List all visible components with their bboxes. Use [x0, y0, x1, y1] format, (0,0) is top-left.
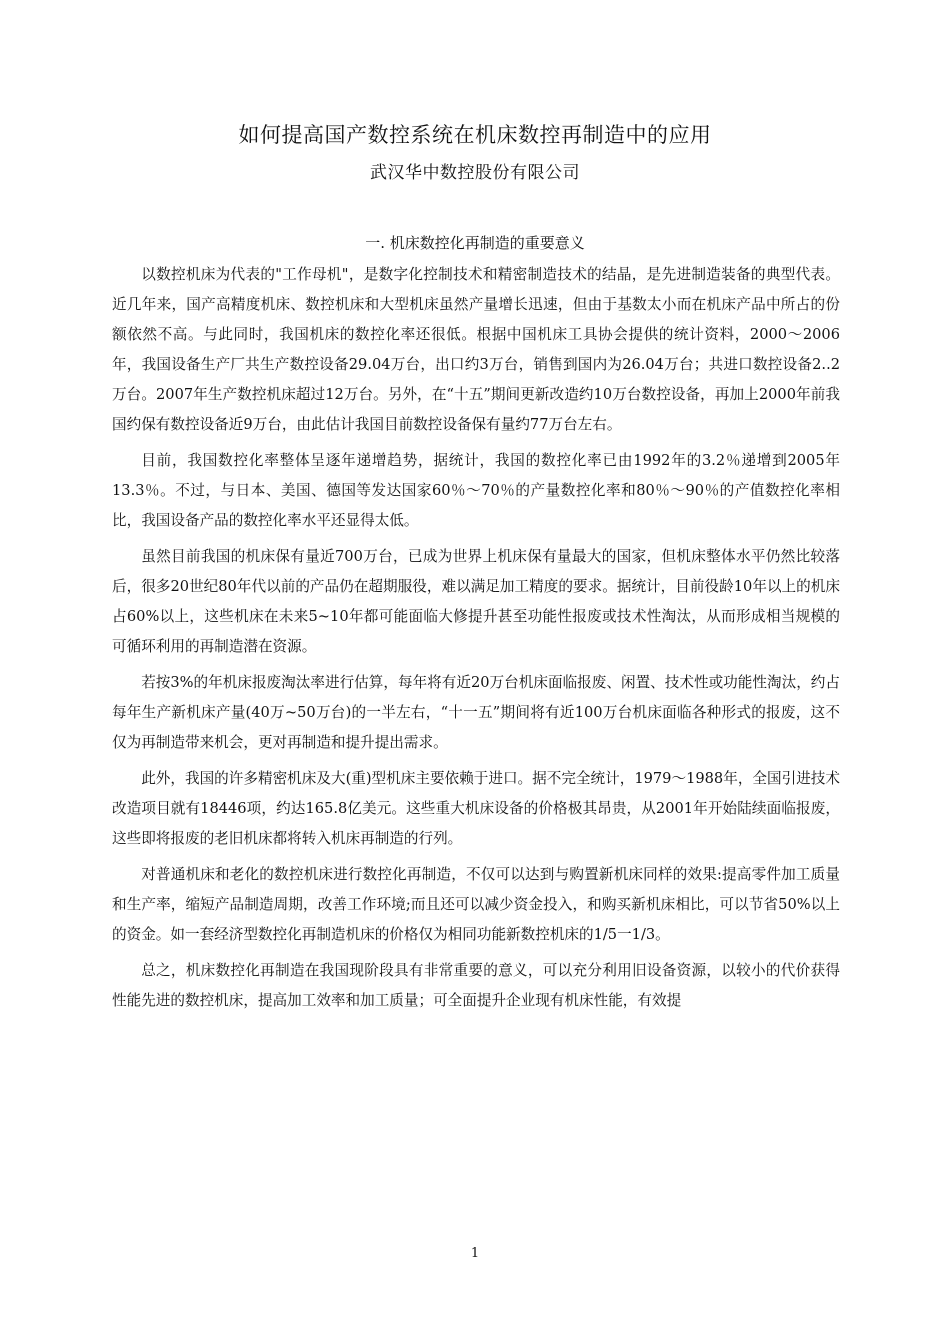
paragraph-3: 虽然目前我国的机床保有量近700万台，已成为世界上机床保有量最大的国家，但机床整体水平仍然比较落后，很多20世纪80年代以前的产品仍在超期服役，难以满足加工精度的要求。据统计，目前役龄10年以上的机床占60%以上，这些机床在未来5~10年都可能面临大修提升甚至功能性报废或技术性淘汰，从而形成相当规模的可循环利用的再制造潜在资源。 [112, 548, 840, 655]
paragraph-5: 此外，我国的许多精密机床及大(重)型机床主要依赖于进口。据不完全统计，1979～1988年，全国引进技术改造项目就有18446项，约达165.8亿美元。这些重大机床设备的价格极其昂贵，从2001年开始陆续面临报废，这些即将报废的老旧机床都将转入机床再制造的行列。 [112, 770, 840, 847]
document-body [112, 260, 840, 1016]
paragraph-2: 目前，我国数控化率整体呈逐年递增趋势，据统计，我国的数控化率已由1992年的3.2％递增到2005年13.3％。不过，与日本、美国、德国等发达国家60％～70％的产量数控化率和80％～90％的产值数控化率相比，我国设备产品的数控化率水平还显得太低。 [112, 452, 840, 529]
company-name: 武汉华中数控股份有限公司 [370, 163, 580, 183]
document-title: 如何提高国产数控系统在机床数控再制造中的应用 [238, 123, 712, 147]
paragraph-6: 对普通机床和老化的数控机床进行数控化再制造，不仅可以达到与购置新机床同样的效果:提高零件加工质量和生产率，缩短产品制造周期，改善工作环境;而且还可以减少资金投入，和购买新机床相比，可以节省50%以上的资金。如一套经济型数控化再制造机床的价格仅为相同功能新数控机床的1/5一1/3。 [112, 866, 840, 943]
paragraph-4: 若按3%的年机床报废淘汰率进行估算，每年将有近20万台机床面临报废、闲置、技术性或功能性淘汰，约占每年生产新机床产量(40万~50万台)的一半左右，“十一五”期间将有近100万台机床面临各种形式的报废，这不仅为再制造带来机会，更对再制造和提升提出需求。 [112, 674, 840, 751]
section-heading: 一. 机床数控化再制造的重要意义 [365, 234, 585, 252]
paragraph-1: 以数控机床为代表的"工作母机"，是数字化控制技术和精密制造技术的结晶，是先进制造装备的典型代表。近几年来，国产高精度机床、数控机床和大型机床虽然产量增长迅速，但由于基数太小而在机床产品中所占的份额依然不高。与此同时，我国机床的数控化率还很低。根据中国机床工具协会提供的统计资料，2000～2006年，我国设备生产厂共生产数控设备29.04万台，出口约3万台，销售到国内为26.04万台；共进口数控设备2..2万台。2007年生产数控机床超过12万台。另外，在“十五”期间更新改造约10万台数控设备，再加上2000年前我国约保有数控设备近9万台，由此估计我国目前数控设备保有量约77万台左右。 [112, 266, 840, 433]
page-number: 1 [470, 1246, 480, 1261]
paragraph-7: 总之，机床数控化再制造在我国现阶段具有非常重要的意义，可以充分利用旧设备资源，以较小的代价获得性能先进的数控机床，提高加工效率和加工质量；可全面提升企业现有机床性能，有效提 [112, 962, 840, 1009]
